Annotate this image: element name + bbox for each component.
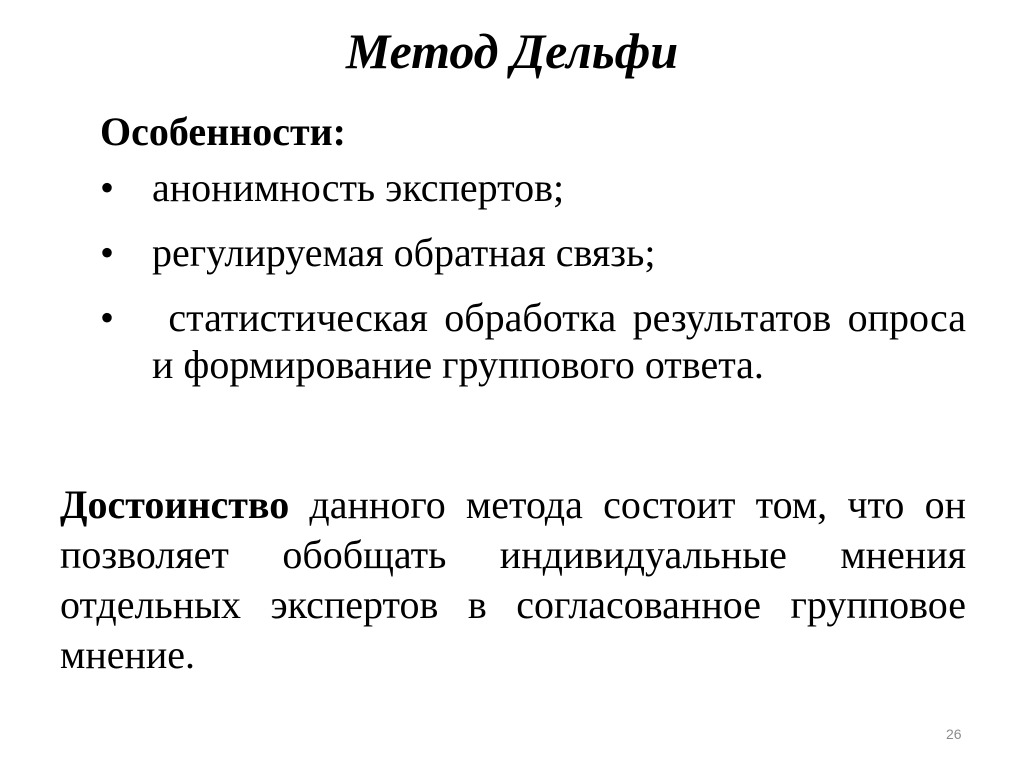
advantage-paragraph (60, 480, 966, 680)
advantage-text: данного метода состоит том, что он позволяет обобщать индивидуальные мнения отдельных экспертов в согласованное групповое мнение. (60, 482, 966, 677)
bullet-icon: • (100, 295, 115, 340)
bullet-icon: • (100, 230, 115, 275)
list-item-text: регулируемая обратная связь; (152, 230, 656, 275)
list-item-text: анонимность экспертов; (152, 165, 565, 210)
list-item-text: статистическая обработка результатов опроса и формирование группового ответа. (152, 295, 966, 387)
advantage-keyword: Достоинство (60, 482, 290, 527)
features-list (100, 164, 966, 406)
list-item (100, 229, 966, 276)
features-heading: Особенности: (100, 109, 346, 154)
bullet-icon: • (100, 165, 115, 210)
list-item (100, 164, 966, 211)
slide-title: Метод Дельфи (345, 23, 679, 79)
page-number: 26 (946, 726, 962, 742)
list-item (100, 294, 966, 388)
